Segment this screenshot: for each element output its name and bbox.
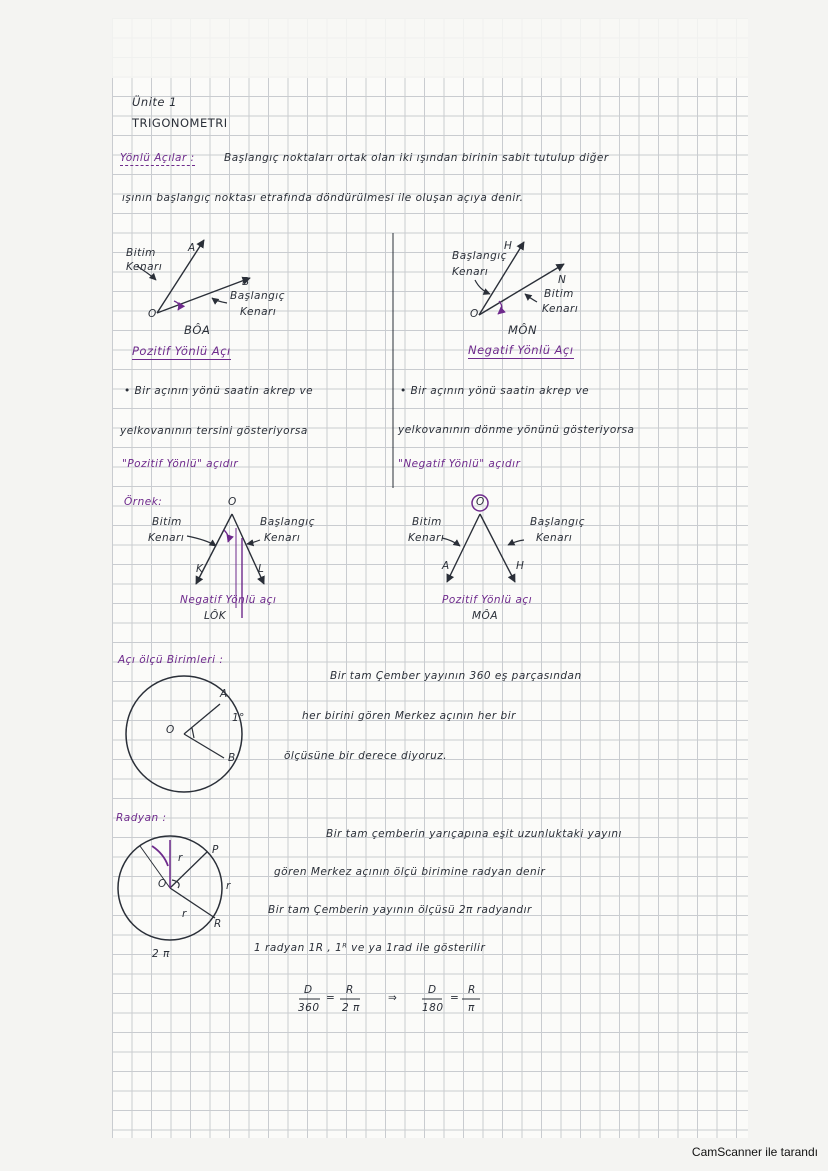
- radian-r2: r: [226, 880, 231, 892]
- fig2-bitim: Bitim: [544, 288, 574, 300]
- example-left-baslangic: Başlangıç: [260, 516, 315, 528]
- right-bullet-line1: • Bir açının yönü saatin akrep ve: [400, 385, 590, 397]
- degree-O: O: [166, 724, 175, 736]
- fig1-baslangic: Başlangıç: [230, 290, 285, 302]
- fig1-angle: BÔA: [184, 323, 211, 337]
- degree-line3: ölçüsüne bir derece diyoruz.: [284, 750, 448, 762]
- left-bullet-line1: • Bir açının yönü saatin akrep ve: [124, 385, 314, 397]
- fig1-A: A: [188, 242, 196, 254]
- degree-unit: 1°: [232, 712, 245, 724]
- right-bullet-line2: yelkovanının dönme yönünü gösteriyorsa: [398, 424, 635, 436]
- example-right-kenar: Kenarı: [536, 532, 573, 544]
- radian-R: R: [214, 918, 222, 930]
- fig2-N: N: [558, 274, 567, 286]
- radian-section-title: Radyan :: [116, 812, 167, 824]
- notebook-page: [112, 18, 748, 1138]
- example-left-L: L: [258, 563, 265, 575]
- radian-line1: Bir tam çemberin yarıçapına eşit uzunluktaki yayını: [326, 828, 622, 840]
- radian-r3: r: [182, 908, 187, 920]
- example-right-A: A: [442, 560, 450, 572]
- unit-title: TRIGONOMETRI: [132, 116, 228, 130]
- fig2-baslangic: Başlangıç: [452, 250, 507, 262]
- fig2-kenari: Kenarı: [452, 266, 489, 278]
- example-right-caption: Pozitif Yönlü açı: [442, 594, 533, 606]
- scanner-watermark: CamScanner ile tarandı: [691, 1145, 818, 1159]
- radian-P: P: [212, 844, 219, 856]
- radian-O: O: [158, 878, 167, 890]
- formula-r2: R: [468, 984, 476, 996]
- formula-eq2: =: [450, 992, 460, 1004]
- degree-A: A: [220, 688, 228, 700]
- radian-r1: r: [178, 852, 183, 864]
- example-left-kenari: Kenarı: [148, 532, 185, 544]
- formula-arrow: ⇒: [388, 992, 398, 1004]
- fig1-caption: Pozitif Yönlü Açı: [132, 344, 231, 358]
- example-right-baslangic: Başlangıç: [530, 516, 585, 528]
- example-right-angle: MÔA: [472, 610, 499, 622]
- left-bullet-line2: yelkovanının tersini gösteriyorsa: [120, 425, 308, 437]
- fig1-bitim: Bitim: [126, 247, 156, 259]
- fig2-angle: MÔN: [508, 323, 538, 337]
- radian-line4: 1 radyan 1R , 1ᴿ ve ya 1rad ile gösterilir: [254, 942, 486, 954]
- radian-twopi: 2 π: [152, 948, 170, 960]
- radian-line2: gören Merkez açının ölçü birimine radyan denir: [274, 866, 546, 878]
- formula-pi: π: [468, 1002, 475, 1014]
- formula-2pi: 2 π: [342, 1002, 360, 1014]
- handwritten-diagrams: [112, 18, 748, 1138]
- example-right-H: H: [516, 560, 525, 572]
- fig2-caption: Negatif Yönlü Açı: [468, 343, 574, 357]
- example-right-diagram: [442, 495, 524, 582]
- radian-circle-diagram: [118, 836, 222, 940]
- example-right-O: O: [476, 496, 485, 508]
- unit-number: Ünite 1: [132, 95, 177, 109]
- fig1-kenari: Kenarı: [126, 261, 163, 273]
- degree-line2: her birini gören Merkez açının her bir: [302, 710, 516, 722]
- left-bullet-line3: "Pozitif Yönlü" açıdır: [122, 458, 239, 470]
- example-title: Örnek:: [124, 496, 163, 508]
- example-left-bitim: Bitim: [152, 516, 182, 528]
- example-right-bitim: Bitim: [412, 516, 442, 528]
- right-bullet-line3: "Negatif Yönlü" açıdır: [398, 458, 521, 470]
- fig1-kenar: Kenarı: [240, 306, 277, 318]
- formula-d2: D: [428, 984, 437, 996]
- degree-line1: Bir tam Çember yayının 360 eş parçasından: [330, 670, 582, 682]
- fig2-kenar: Kenarı: [542, 303, 579, 315]
- intro-line2: ışının başlangıç noktası etrafında döndürülmesi ile oluşan açıya denir.: [122, 192, 524, 204]
- formula-180: 180: [422, 1002, 444, 1014]
- formula-360: 360: [298, 1002, 320, 1014]
- radian-line3: Bir tam Çemberin yayının ölçüsü 2π radyandır: [268, 904, 532, 916]
- degree-B: B: [228, 752, 236, 764]
- fig1-B: B: [242, 276, 250, 288]
- example-left-caption: Negatif Yönlü açı: [180, 594, 277, 606]
- example-left-O: O: [228, 496, 237, 508]
- fig2-H: H: [504, 240, 513, 252]
- example-left-kenar: Kenarı: [264, 532, 301, 544]
- intro-term: Yönlü Açılar :: [120, 152, 195, 164]
- fig1-O: O: [148, 308, 157, 320]
- example-left-angle: LÔK: [204, 610, 227, 622]
- example-right-kenari: Kenarı: [408, 532, 445, 544]
- formula-d1: D: [304, 984, 313, 996]
- formula-r1: R: [346, 984, 354, 996]
- formula-eq1: =: [326, 992, 336, 1004]
- example-left-K: K: [196, 563, 204, 575]
- degree-section-title: Açı ölçü Birimleri :: [118, 654, 224, 666]
- fig2-O: O: [470, 308, 479, 320]
- intro-line1: Başlangıç noktaları ortak olan iki ışından birinin sabit tutulup diğer: [224, 152, 609, 164]
